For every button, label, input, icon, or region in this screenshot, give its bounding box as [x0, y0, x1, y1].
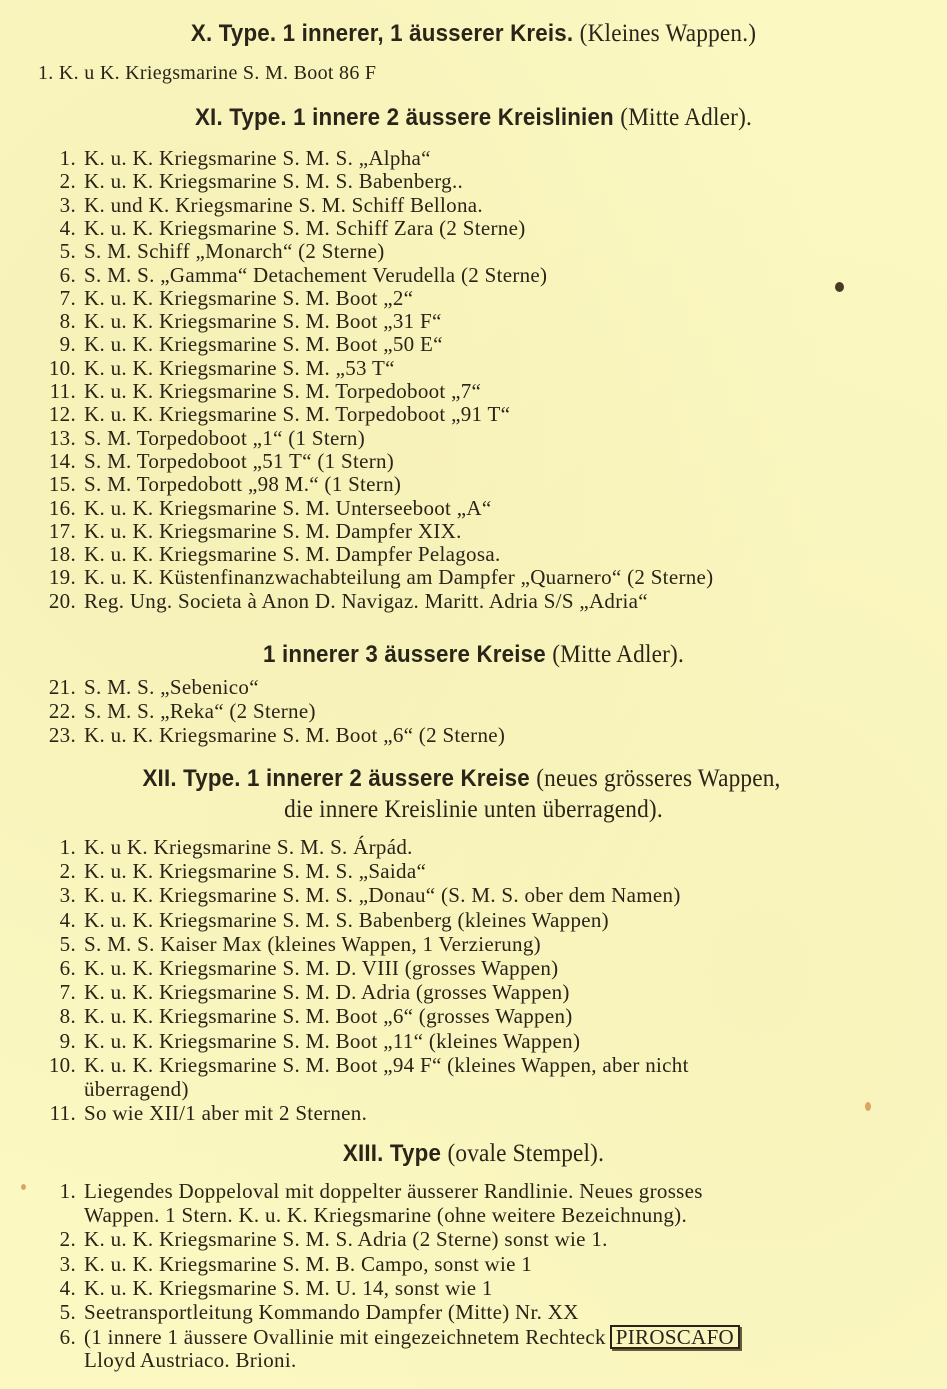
item-number: 6. — [59, 262, 76, 287]
heading-normal: (Mitte Adler). — [552, 641, 684, 668]
stain-spot — [21, 1184, 26, 1190]
heading-bold: XII. Type. 1 innerer 2 äussere Kreise — [142, 765, 530, 792]
item-number: 8. — [59, 1004, 76, 1029]
list-item — [40, 520, 462, 543]
item-number: 15. — [48, 472, 76, 497]
item-number: 14. — [48, 448, 76, 473]
section-x-item: 1. K. u K. Kriegsmarine S. M. Boot 86 F — [38, 62, 377, 84]
heading-normal: (Mitte Adler). — [620, 104, 753, 131]
item-number: 12. — [48, 402, 76, 427]
list-item — [40, 909, 609, 932]
item-text: K. u. K. Kriegsmarine S. M. S. Adria (2 Sterne) sonst wie 1. — [84, 1227, 608, 1252]
item-number: 1. — [59, 835, 76, 859]
list-item — [40, 566, 713, 589]
item-text: S. M. Torpedoboot „1“ (1 Stern) — [84, 425, 365, 450]
heading-bold: 1 innerer 3 äussere Kreise — [263, 641, 546, 668]
item-text: K. u. K. Küstenfinanzwachabteilung am Dampfer „Quarnero“ (2 Sterne) — [84, 565, 714, 590]
list-item — [40, 957, 558, 980]
item-number: 11. — [49, 379, 76, 403]
item-number: 2. — [59, 1227, 76, 1252]
heading-bold: XI. Type. 1 innere 2 äussere Kreislinien — [194, 104, 614, 131]
item-text: K. u. K. Kriegsmarine S. M. Boot „50 E“ — [84, 332, 443, 357]
list-item — [40, 333, 443, 356]
item-number: 3. — [59, 1251, 76, 1276]
list-item — [40, 1030, 580, 1053]
item-text: S. M. S. „Reka“ (2 Sterne) — [84, 699, 316, 723]
list-item — [40, 724, 505, 747]
item-number: 13. — [48, 425, 76, 450]
list-item — [40, 380, 481, 403]
item-text: K. u. K. Kriegsmarine S. M. Boot „94 F“ (kleines Wappen, aber nicht — [84, 1052, 689, 1077]
item-number: 4. — [59, 215, 76, 240]
list-item — [40, 1301, 579, 1324]
item-number: 4. — [59, 907, 76, 932]
item-text: K. u. K. Kriegsmarine S. M. Boot „6“ (2 Sterne) — [84, 723, 506, 747]
item-text: K. u. K. Kriegsmarine S. M. S. Babenberg (kleines Wappen) — [84, 907, 609, 932]
list-item — [40, 147, 431, 170]
ink-spot — [835, 282, 844, 292]
item-text: K. u. K. Kriegsmarine S. M. S. „Alpha“ — [84, 146, 431, 170]
item-number: 9. — [59, 1028, 76, 1053]
list-item — [40, 1180, 703, 1203]
item-continuation: Lloyd Austriaco. Brioni. — [84, 1348, 297, 1373]
item-number: 21. — [48, 675, 76, 699]
item-number: 6. — [59, 1325, 76, 1350]
section-xiii-heading — [33, 1140, 914, 1168]
item-text: K. u. K. Kriegsmarine S. M. D. Adria (grosses Wappen) — [84, 980, 570, 1005]
item-number: 16. — [48, 495, 76, 520]
item-text: Liegendes Doppeloval mit doppelter äusserer Randlinie. Neues grosses — [84, 1179, 703, 1203]
heading-bold: X. Type. 1 innerer, 1 äusserer Kreis. — [190, 20, 574, 47]
item-number: 2. — [59, 169, 76, 194]
list-item — [40, 194, 483, 217]
item-text: K. u K. Kriegsmarine S. M. S. Árpád. — [84, 835, 413, 859]
item-number: 11. — [49, 1101, 76, 1126]
list-item — [40, 1253, 532, 1276]
item-number: 1. — [59, 146, 76, 170]
item-number: 2. — [59, 859, 76, 884]
item-text: Reg. Ung. Societa à Anon D. Navigaz. Maritt. Adria S/S „Adria“ — [84, 588, 648, 613]
item-text: K. u. K. Kriegsmarine S. M. Torpedoboot „91 T“ — [84, 402, 511, 427]
heading-bold: XIII. Type — [342, 1140, 442, 1167]
item-text: K. u. K. Kriegsmarine S. M. Schiff Zara (2 Sterne) — [84, 215, 526, 240]
item-number: 5. — [59, 931, 76, 956]
piroscafo-box: PIROSCAFO — [610, 1325, 740, 1349]
item-number: 17. — [48, 518, 76, 543]
section-xii-heading — [21, 765, 902, 793]
item-number: 9. — [59, 332, 76, 357]
stain-spot — [865, 1102, 871, 1111]
item-text: K. u. K. Kriegsmarine S. M. S. Babenberg.. — [84, 169, 464, 194]
item-text: S. M. S. „Sebenico“ — [84, 675, 259, 699]
list-item — [40, 287, 413, 310]
list-item — [40, 310, 442, 333]
section-xi-heading — [33, 104, 914, 132]
list-item — [40, 676, 259, 699]
item-text: K. u. K. Kriegsmarine S. M. S. „Donau“ (S. M. S. ober dem Namen) — [84, 883, 681, 908]
item-number: 18. — [48, 542, 76, 567]
list-item — [40, 357, 395, 380]
item-text: So wie XII/1 aber mit 2 Sternen. — [84, 1101, 368, 1126]
item-text: K. u. K. Kriegsmarine S. M. D. VIII (grosses Wappen) — [84, 956, 559, 980]
item-text: K. u. K. Kriegsmarine S. M. S. „Saida“ — [84, 859, 427, 884]
list-item — [40, 497, 491, 520]
item-number: 10. — [48, 1052, 76, 1077]
item-text: K. u. K. Kriegsmarine S. M. Dampfer XIX. — [84, 518, 462, 543]
item-text: K. und K. Kriegsmarine S. M. Schiff Bellona. — [84, 192, 483, 217]
section-xi-sub-heading — [33, 641, 914, 669]
item-number: 19. — [48, 565, 76, 590]
item-text: S. M. Schiff „Monarch“ (2 Sterne) — [84, 239, 385, 264]
list-item — [40, 240, 385, 263]
list-item — [40, 473, 401, 496]
list-item — [40, 933, 541, 956]
item-text: K. u. K. Kriegsmarine S. M. Torpedoboot „7“ — [84, 379, 482, 403]
item-number: 5. — [59, 239, 76, 264]
list-item — [40, 1102, 367, 1125]
list-item — [40, 543, 501, 566]
item-text: S. M. Torpedoboot „51 T“ (1 Stern) — [84, 448, 395, 473]
item-text: K. u. K. Kriegsmarine S. M. „53 T“ — [84, 355, 395, 380]
list-item — [40, 590, 648, 613]
list-item — [40, 860, 426, 883]
heading-normal: die innere Kreislinie unten überragend). — [284, 796, 663, 823]
list-item — [40, 450, 394, 473]
list-item — [40, 1005, 573, 1028]
list-item — [40, 403, 510, 426]
heading-normal: (ovale Stempel). — [447, 1140, 605, 1167]
item-number: 3. — [59, 883, 76, 908]
list-item — [40, 981, 570, 1004]
item-number: 23. — [48, 723, 76, 747]
list-item — [40, 1228, 608, 1251]
list-item — [40, 170, 463, 193]
item-number: 10. — [48, 355, 76, 380]
item-number: 5. — [59, 1300, 76, 1324]
item-number: 7. — [59, 285, 76, 310]
item-continuation: Wappen. 1 Stern. K. u. K. Kriegsmarine (ohne weitere Bezeichnung). — [84, 1203, 688, 1228]
item-text: K. u. K. Kriegsmarine S. M. Boot „31 F“ — [84, 309, 442, 334]
list-item — [40, 884, 681, 907]
item-number: 8. — [59, 309, 76, 334]
item-text: K. u. K. Kriegsmarine S. M. Boot „6“ (grosses Wappen) — [84, 1004, 573, 1029]
list-item — [40, 217, 526, 240]
item-text: S. M. Torpedobott „98 M.“ (1 Stern) — [84, 472, 402, 497]
item-text: K. u. K. Kriegsmarine S. M. U. 14, sonst wie 1 — [84, 1275, 493, 1300]
item-text: K. u. K. Kriegsmarine S. M. Boot „2“ — [84, 285, 414, 310]
section-xii-heading-line2 — [33, 796, 914, 824]
item-text: K. u. K. Kriegsmarine S. M. Boot „11“ (kleines Wappen) — [84, 1028, 581, 1053]
list-item — [40, 700, 316, 723]
item-continuation: überragend) — [84, 1077, 189, 1101]
item-number: 6. — [59, 956, 76, 980]
item-number: 7. — [59, 980, 76, 1005]
list-item — [40, 1325, 740, 1349]
list-item — [40, 427, 365, 450]
list-item — [40, 264, 547, 287]
item-text: S. M. S. „Gamma“ Detachement Verudella (2 Sterne) — [84, 262, 548, 287]
list-item — [40, 836, 413, 859]
item-text: (1 innere 1 äussere Ovallinie mit eingezeichnetem Rechteck — [84, 1325, 606, 1350]
heading-normal: (Kleines Wappen.) — [579, 20, 757, 47]
item-text: K. u. K. Kriegsmarine S. M. Unterseeboot „A“ — [84, 495, 492, 520]
list-item — [40, 1054, 689, 1077]
item-text: K. u. K. Kriegsmarine S. M. B. Campo, sonst wie 1 — [84, 1251, 533, 1276]
item-number: 4. — [59, 1275, 76, 1300]
item-text: K. u. K. Kriegsmarine S. M. Dampfer Pelagosa. — [84, 542, 501, 567]
item-number: 22. — [48, 699, 76, 723]
list-item — [40, 1277, 493, 1300]
item-number: 20. — [48, 588, 76, 613]
heading-normal: (neues grösseres Wappen, — [536, 765, 781, 792]
item-text: S. M. S. Kaiser Max (kleines Wappen, 1 Verzierung) — [84, 931, 541, 956]
section-x-heading — [33, 20, 914, 48]
item-number: 1. — [59, 1179, 76, 1203]
item-text: Seetransportleitung Kommando Dampfer (Mitte) Nr. XX — [84, 1300, 579, 1324]
item-number: 3. — [59, 192, 76, 217]
